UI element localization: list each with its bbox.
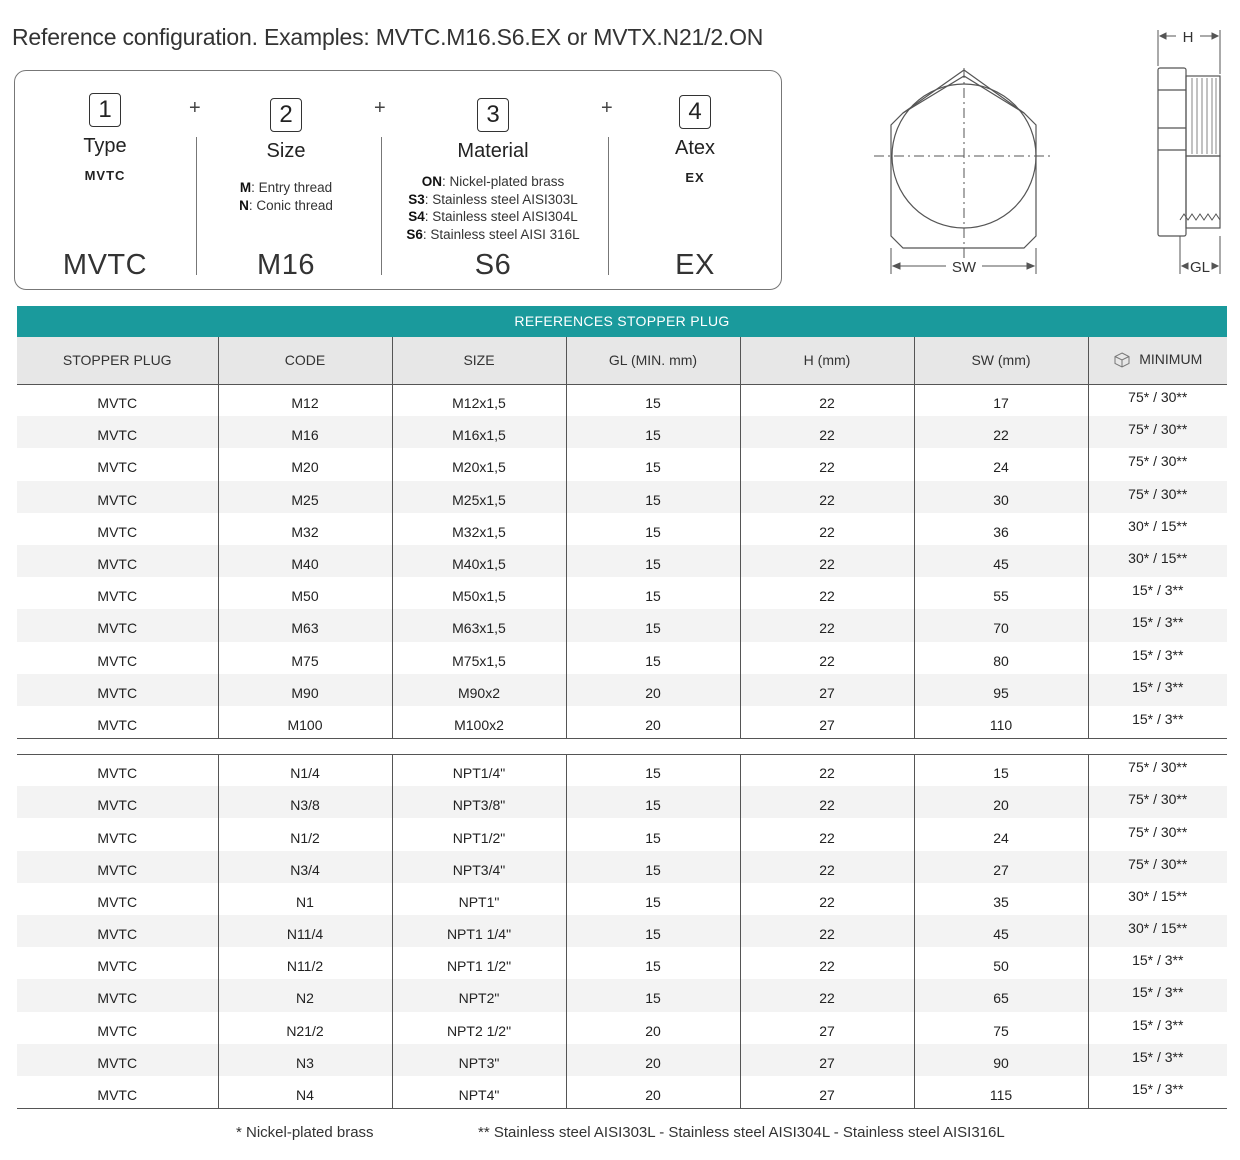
table-row <box>17 513 1227 545</box>
table-cell: 22 <box>740 979 914 1011</box>
table-cell: 22 <box>740 818 914 850</box>
table-cell: 22 <box>740 883 914 915</box>
table-cell: 22 <box>740 545 914 577</box>
table-cell: 27 <box>740 706 914 738</box>
table-cell: 15* / 3** <box>1088 609 1227 641</box>
column-header: GL (MIN. mm) <box>566 337 740 384</box>
table-cell: M63x1,5 <box>392 609 566 641</box>
step-number: 1 <box>89 93 121 127</box>
table-cell: M32 <box>218 513 392 545</box>
reference-configuration-box <box>14 70 782 290</box>
step-number: 4 <box>679 95 711 129</box>
table-row <box>17 1076 1227 1108</box>
table-cell: 75* / 30** <box>1088 818 1227 850</box>
table-cell: NPT1 1/2" <box>392 947 566 979</box>
table-cell: 95 <box>914 674 1088 706</box>
column-header: STOPPER PLUG <box>17 337 218 384</box>
table-row <box>17 851 1227 883</box>
table-cell: MVTC <box>17 545 218 577</box>
table-cell: N4 <box>218 1076 392 1108</box>
table-row <box>17 545 1227 577</box>
table-cell: 22 <box>740 915 914 947</box>
table-cell: MVTC <box>97 588 138 605</box>
table-cell: 17 <box>914 384 1088 416</box>
material-options <box>403 173 583 243</box>
table-cell: NPT3/4" <box>392 851 566 883</box>
table-cell: MVTC <box>17 706 218 738</box>
table-cell: N3/4 <box>218 851 392 883</box>
table-cell: N1 <box>218 883 392 915</box>
table-cell: 24 <box>914 448 1088 480</box>
table-cell: 15 <box>566 947 740 979</box>
option-item: N: Conic thread <box>239 197 333 213</box>
table-row <box>17 706 1227 738</box>
step-value: EX <box>685 170 705 185</box>
table-cell: 110 <box>914 706 1088 738</box>
table-cell: MVTC <box>17 915 218 947</box>
table-cell: NPT2 1/2" <box>392 1012 566 1044</box>
group-separator <box>17 738 1227 754</box>
table-cell: N3 <box>218 1044 392 1076</box>
table-cell: 75* / 30** <box>1088 786 1227 818</box>
table-cell: 15 <box>566 818 740 850</box>
references-table <box>17 337 1227 1109</box>
table-cell: 45 <box>914 915 1088 947</box>
table-cell: MVTC <box>17 609 218 641</box>
table-cell: 20 <box>566 706 740 738</box>
table-cell: 27 <box>740 674 914 706</box>
plus-sign: + <box>189 97 201 119</box>
table-cell: NPT2" <box>392 979 566 1011</box>
table-row <box>17 674 1227 706</box>
table-cell: 15 <box>566 786 740 818</box>
divider <box>381 137 382 275</box>
step-example: S6 <box>474 249 512 281</box>
table-cell: 22 <box>740 513 914 545</box>
table-cell: 75 <box>914 1012 1088 1044</box>
step-title: Atex <box>674 137 716 159</box>
table-cell: M100x2 <box>392 706 566 738</box>
step-example: EX <box>675 249 715 281</box>
table-cell: NPT1/2" <box>392 818 566 850</box>
table-cell: 15* / 3** <box>1088 979 1227 1011</box>
table-cell: 30* / 15** <box>1088 883 1227 915</box>
config-type <box>35 71 175 291</box>
table-cell: M20 <box>218 448 392 480</box>
table-cell: 22 <box>740 754 914 786</box>
table-row <box>17 979 1227 1011</box>
table-row <box>17 1044 1227 1076</box>
table-cell: 15 <box>566 754 740 786</box>
config-atex <box>625 71 765 291</box>
table-cell: 15* / 3** <box>1088 1044 1227 1076</box>
table-row <box>17 609 1227 641</box>
option-item: ON: Nickel-plated brass <box>421 174 565 189</box>
table-row <box>17 416 1227 448</box>
table-cell: 15 <box>566 545 740 577</box>
option-item: M: Entry thread <box>239 180 333 195</box>
table-cell: 75* / 30** <box>1088 448 1227 480</box>
gl-label: GL <box>1189 259 1211 276</box>
table-cell: MVTC <box>97 1022 138 1039</box>
step-number: 2 <box>270 98 302 132</box>
table-cell: MVTC <box>97 893 138 910</box>
table-cell: 15* / 3** <box>1088 706 1227 738</box>
table-cell: MVTC <box>17 979 218 1011</box>
column-header: H (mm) <box>740 337 914 384</box>
table-cell: 30* / 15** <box>1088 915 1227 947</box>
step-value: MVTC <box>84 168 126 183</box>
table-cell: N2 <box>218 979 392 1011</box>
table-cell: M90 <box>218 674 392 706</box>
table-cell: 15* / 3** <box>1088 577 1227 609</box>
step-title: Size <box>266 140 306 162</box>
table-cell: M40 <box>218 545 392 577</box>
table-cell: M90x2 <box>392 674 566 706</box>
table-cell: MVTC <box>97 652 138 669</box>
table-cell: N3/8 <box>218 786 392 818</box>
table-cell: NPT1" <box>392 883 566 915</box>
table-cell: N1/4 <box>218 754 392 786</box>
step-number: 3 <box>477 98 509 132</box>
box-icon <box>1113 351 1131 369</box>
table-cell: 55 <box>914 577 1088 609</box>
table-row <box>17 786 1227 818</box>
table-row <box>17 915 1227 947</box>
table-cell: 15* / 3** <box>1088 947 1227 979</box>
table-cell: 15* / 3** <box>1088 642 1227 674</box>
table-cell: NPT3" <box>392 1044 566 1076</box>
table-row <box>17 754 1227 786</box>
column-header: CODE <box>218 337 392 384</box>
table-cell: N11/4 <box>218 915 392 947</box>
table-cell: N21/2 <box>218 1012 392 1044</box>
table-cell: 15 <box>566 915 740 947</box>
option-item: S4: Stainless steel AISI304L <box>408 209 578 224</box>
table-cell: M100 <box>218 706 392 738</box>
table-cell: M75x1,5 <box>392 642 566 674</box>
table-cell: 75* / 30** <box>1088 851 1227 883</box>
table-cell: NPT3/8" <box>392 786 566 818</box>
table-cell: MVTC <box>97 523 138 540</box>
size-options <box>211 179 361 214</box>
table-cell: 50 <box>914 947 1088 979</box>
table-cell: 15* / 3** <box>1088 1076 1227 1108</box>
table-cell: 15 <box>566 577 740 609</box>
table-cell: M12x1,5 <box>392 384 566 416</box>
separator-cell <box>17 738 1227 754</box>
table-cell: M75 <box>218 642 392 674</box>
table-cell: 65 <box>914 979 1088 1011</box>
table-cell: M25x1,5 <box>392 481 566 513</box>
table-cell: MVTC <box>17 754 218 786</box>
table-cell: M16 <box>218 416 392 448</box>
table-cell: M25 <box>218 481 392 513</box>
table-cell: 22 <box>740 947 914 979</box>
table-row <box>17 642 1227 674</box>
table-cell: 22 <box>740 786 914 818</box>
table-cell: M50x1,5 <box>392 577 566 609</box>
page-title: Reference configuration. Examples: MVTC.M16.S6.EX or MVTX.N21/2.ON <box>12 24 764 50</box>
table-cell: N11/2 <box>218 947 392 979</box>
stopper-plug-technical-drawing <box>860 20 1240 290</box>
table-cell: 22 <box>740 642 914 674</box>
table-row <box>17 947 1227 979</box>
table-cell: 22 <box>740 481 914 513</box>
table-cell: 22 <box>740 577 914 609</box>
table-cell: 22 <box>740 416 914 448</box>
table-cell: 20 <box>566 674 740 706</box>
table-cell: 75* / 30** <box>1088 754 1227 786</box>
table-cell: 20 <box>566 1044 740 1076</box>
table-cell: M50 <box>218 577 392 609</box>
table-cell: 15 <box>566 416 740 448</box>
table-cell: 27 <box>914 851 1088 883</box>
plus-sign: + <box>601 97 613 119</box>
table-cell: 22 <box>740 448 914 480</box>
table-cell: MVTC <box>17 1044 218 1076</box>
table-cell: 75* / 30** <box>1088 416 1227 448</box>
table-cell: 20 <box>566 1076 740 1108</box>
table-cell: 15* / 3** <box>1088 1012 1227 1044</box>
table-cell: 15 <box>566 642 740 674</box>
step-example: MVTC <box>62 249 148 281</box>
table-cell: M16x1,5 <box>392 416 566 448</box>
config-size <box>211 71 361 291</box>
table-cell: MVTC <box>97 829 138 846</box>
table-cell: 36 <box>914 513 1088 545</box>
table-cell: MVTC <box>17 786 218 818</box>
table-cell: 30 <box>914 481 1088 513</box>
table-cell: 15 <box>566 851 740 883</box>
table-cell: 20 <box>566 1012 740 1044</box>
table-cell: 20 <box>914 786 1088 818</box>
option-item: S6: Stainless steel AISI 316L <box>406 226 580 242</box>
table-cell: M20x1,5 <box>392 448 566 480</box>
table-cell: M32x1,5 <box>392 513 566 545</box>
table-cell: NPT1/4" <box>392 754 566 786</box>
table-row <box>17 577 1227 609</box>
table-cell: 24 <box>914 818 1088 850</box>
table-cell: 15 <box>566 481 740 513</box>
column-header: SW (mm) <box>914 337 1088 384</box>
table-cell: M40x1,5 <box>392 545 566 577</box>
divider <box>196 137 197 275</box>
step-title: Material <box>457 140 529 162</box>
table-cell: 30* / 15** <box>1088 513 1227 545</box>
table-cell: 15 <box>914 754 1088 786</box>
table-row <box>17 384 1227 416</box>
table-cell: MVTC <box>17 1076 218 1108</box>
table-cell: MVTC <box>17 481 218 513</box>
option-item: S3: Stainless steel AISI303L <box>408 191 578 207</box>
table-cell: 15 <box>566 883 740 915</box>
table-row <box>17 448 1227 480</box>
plus-sign: + <box>374 97 386 119</box>
divider <box>608 137 609 275</box>
table-cell: 15 <box>566 979 740 1011</box>
table-cell: 15* / 3** <box>1088 674 1227 706</box>
table-cell: 35 <box>914 883 1088 915</box>
table-cell: M63 <box>218 609 392 641</box>
table-cell: 80 <box>914 642 1088 674</box>
table-cell: 22 <box>914 416 1088 448</box>
sw-label: SW <box>951 259 977 276</box>
table-cell: 22 <box>740 851 914 883</box>
table-row <box>17 1012 1227 1044</box>
table-cell: NPT4" <box>392 1076 566 1108</box>
table-cell: 27 <box>740 1012 914 1044</box>
table-cell: NPT1 1/4" <box>392 915 566 947</box>
table-row <box>17 883 1227 915</box>
table-cell: 45 <box>914 545 1088 577</box>
table-cell: 15 <box>566 448 740 480</box>
table-cell: 75* / 30** <box>1088 384 1227 416</box>
footnote-stainless: ** Stainless steel AISI303L - Stainless steel AISI304L - Stainless steel AISI316L <box>478 1124 1005 1141</box>
table-cell: MVTC <box>17 674 218 706</box>
table-cell: 75* / 30** <box>1088 481 1227 513</box>
table-cell: 15 <box>566 384 740 416</box>
table-row <box>17 481 1227 513</box>
table-cell: 30* / 15** <box>1088 545 1227 577</box>
table-cell: 27 <box>740 1076 914 1108</box>
table-cell: MVTC <box>97 958 138 975</box>
table-row <box>17 818 1227 850</box>
table-cell: MVTC <box>17 416 218 448</box>
column-header-minimum: MINIMUM <box>1088 337 1227 384</box>
table-cell: 70 <box>914 609 1088 641</box>
column-header: SIZE <box>392 337 566 384</box>
h-label: H <box>1182 29 1194 46</box>
table-cell: MVTC <box>97 459 138 476</box>
table-cell: 15 <box>566 609 740 641</box>
config-material <box>403 71 583 291</box>
table-cell: MVTC <box>97 395 138 412</box>
table-cell: 15 <box>566 513 740 545</box>
table-cell: 90 <box>914 1044 1088 1076</box>
table-cell: 115 <box>914 1076 1088 1108</box>
step-example: M16 <box>257 249 315 281</box>
table-cell: 22 <box>740 609 914 641</box>
table-cell: MVTC <box>17 851 218 883</box>
table-cell: N1/2 <box>218 818 392 850</box>
footnote-nickel: * Nickel-plated brass <box>236 1124 374 1141</box>
table-title: REFERENCES STOPPER PLUG <box>17 306 1227 337</box>
step-title: Type <box>83 135 127 157</box>
table-cell: 22 <box>740 384 914 416</box>
table-cell: M12 <box>218 384 392 416</box>
table-cell: 27 <box>740 1044 914 1076</box>
table-header-row <box>17 337 1227 384</box>
